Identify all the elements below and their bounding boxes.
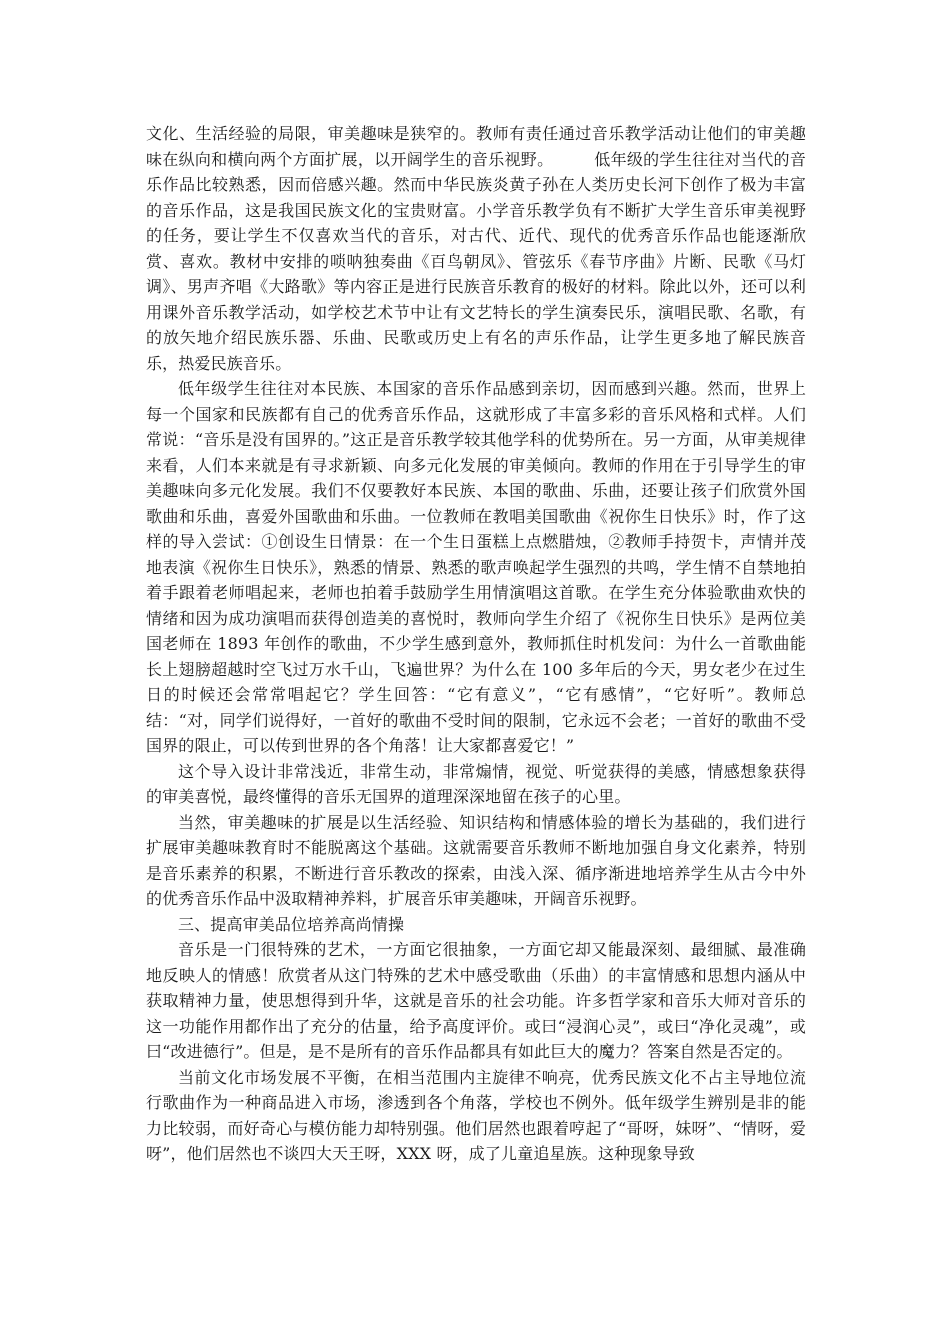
section-paragraph-1: 音乐是一门很特殊的艺术，一方面它很抽象，一方面它却又能最深刻、最细腻、最准确地反映人的情感！欣赏者从这门特殊的艺术中感受歌曲（乐曲）的丰富情感和思想内涵从中获取精神力量，使思想得到升华，这就是音乐的社会功能。许多哲学家和音乐大师对音乐的这一功能作用都作出了充分的估量，给予高度评价。或曰“浸润心灵”，或曰“净化灵魂”，或曰“改进德行”。但是，是不是所有的音乐作品都具有如此巨大的魔力？答案自然是否定的。 [146,940,806,1061]
document-body [146,121,806,1167]
paragraph-2: 低年级学生往往对本民族、本国家的音乐作品感到亲切，因而感到兴趣。然而，世界上每一个国家和民族都有自己的优秀音乐作品，这就形成了丰富多彩的音乐风格和式样。人们常说：“音乐是没有国界的。”这正是音乐教学较其他学科的优势所在。另一方面，从审美规律来看，人们本来就是有寻求新颖、向多元化发展的审美倾向。教师的作用在于引导学生的审美趣味向多元化发展。我们不仅要教好本民族、本国的歌曲、乐曲，还要让孩子们欣赏外国歌曲和乐曲，喜爱外国歌曲和乐曲。一位教师在教唱美国歌曲《祝你生日快乐》时，作了这样的导入尝试：①创设生日情景：在一个生日蛋糕上点燃腊烛，②教师手持贺卡，声情并茂地表演《祝你生日快乐》，熟悉的情景、熟悉的歌声唤起学生强烈的共鸣，学生情不自禁地拍着手跟着老师唱起来，老师也拍着手鼓励学生用情演唱这首歌。在学生充分体验歌曲欢快的情绪和因为成功演唱而获得创造美的喜悦时，教师向学生介绍了《祝你生日快乐》是两位美国老师在 1893 年创作的歌曲，不少学生感到意外，教师抓住时机发问：为什么一首歌曲能长上翅膀超越时空飞过万水千山，飞遍世界？为什么在 100 多年后的今天，男女老少在过生日的时候还会常常唱起它？学生回答：“它有意义”，“它有感情”，“它好听”。教师总结：“对，同学们说得好，一首好的歌曲不受时间的限制，它永远不会老；一首好的歌曲不受国界的限止，可以传到世界的各个角落！让大家都喜爱它！” [146,379,806,755]
paragraph-4: 当然，审美趣味的扩展是以生活经验、知识结构和情感体验的增长为基础的，我们进行扩展审美趣味教育时不能脱离这个基础。这就需要音乐教师不断地加强自身文化素养，特别是音乐素养的积累，不断进行音乐教改的探索，由浅入深、循序渐进地培养学生从古今中外的优秀音乐作品中汲取精神养料，扩展音乐审美趣味，开阔音乐视野。 [146,812,806,908]
section-heading: 三、提高审美品位培养高尚情操 [178,914,405,934]
section-paragraph-2: 当前文化市场发展不平衡，在相当范围内主旋律不响亮，优秀民族文化不占主导地位流行歌曲作为一种商品进入市场，渗透到各个角落，学校也不例外。低年级学生辨别是非的能力比较弱，而好奇心与模仿能力却特别强。他们居然也跟着哼起了“哥呀，妹呀”、“情呀，爱呀”，他们居然也不谈四大天王呀，XXX 呀，成了儿童追星族。这种现象导致 [146,1067,806,1163]
paragraph-1: 文化、生活经验的局限，审美趣味是狭窄的。教师有责任通过音乐教学活动让他们的审美趣味在纵向和横向两个方面扩展，以开阔学生的音乐视野。 低年级的学生往往对当代的音乐作品比较熟悉，因而倍感兴趣。然而中华民族炎黄子孙在人类历史长河下创作了极为丰富的音乐作品，这是我国民族文化的宝贵财富。小学音乐教学负有不断扩大学生音乐审美视野的任务，要让学生不仅喜欢当代的音乐，对古代、近代、现代的优秀音乐作品也能逐渐欣赏、喜欢。教材中安排的唢呐独奏曲《百鸟朝凤》、管弦乐《春节序曲》片断、民歌《马灯调》、男声齐唱《大路歌》等内容正是进行民族音乐教育的极好的材料。除此以外，还可以利用课外音乐教学活动，如学校艺术节中让有文艺特长的学生演奏民乐，演唱民歌、名歌，有的放矢地介绍民族乐器、乐曲、民歌或历史上有名的声乐作品，让学生更多地了解民族音乐，热爱民族音乐。 [146,124,806,373]
paragraph-3: 这个导入设计非常浅近，非常生动，非常煽情，视觉、听觉获得的美感，情感想象获得的审美喜悦，最终懂得的音乐无国界的道理深深地留在孩子的心里。 [146,761,806,806]
